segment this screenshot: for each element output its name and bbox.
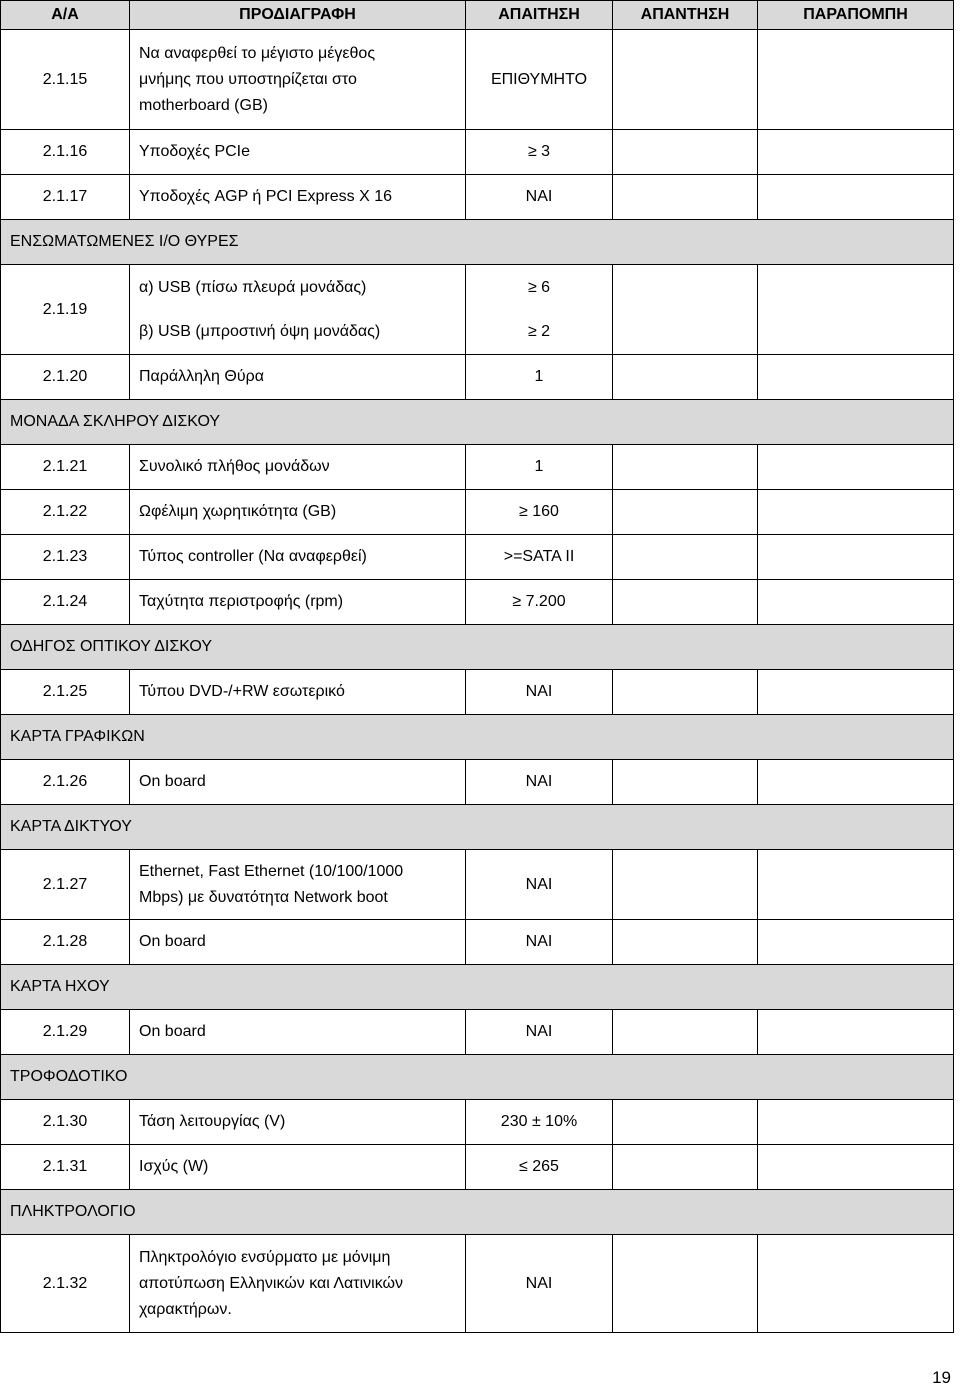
row-number: 2.1.28 bbox=[1, 920, 130, 965]
table-row bbox=[1, 850, 954, 920]
answer-cell bbox=[613, 760, 758, 805]
row-spec bbox=[130, 30, 466, 130]
table-row bbox=[1, 490, 954, 535]
reference-cell bbox=[758, 670, 954, 715]
row-spec: Τύπος controller (Να αναφερθεί) bbox=[130, 535, 466, 580]
spec-line: μνήμης που υποστηρίζεται στο bbox=[139, 70, 357, 88]
spec-line: α) USB (πίσω πλευρά μονάδας) bbox=[139, 278, 367, 296]
spec-line: χαρακτήρων. bbox=[139, 1300, 232, 1318]
row-spec: On board bbox=[130, 760, 466, 805]
row-requirement: 230 ± 10% bbox=[466, 1100, 613, 1145]
row-requirement: ΝΑΙ bbox=[466, 920, 613, 965]
section-title: ΕΝΣΩΜΑΤΩΜΕΝΕΣ Ι/Ο ΘΥΡΕΣ bbox=[1, 220, 954, 265]
spec-line: Να αναφερθεί το μέγιστο μέγεθος bbox=[139, 44, 376, 62]
row-requirement: ≥ 3 bbox=[466, 130, 613, 175]
answer-cell bbox=[613, 1145, 758, 1190]
section-title: ΚΑΡΤΑ ΗΧΟΥ bbox=[1, 965, 954, 1010]
table-row bbox=[1, 670, 954, 715]
table-row bbox=[1, 1010, 954, 1055]
row-number: 2.1.27 bbox=[1, 850, 130, 920]
requirement-line: ≥ 6 bbox=[527, 278, 551, 296]
row-spec: Υποδοχές PCIe bbox=[130, 130, 466, 175]
section-row bbox=[1, 625, 954, 670]
header-requirement: ΑΠΑΙΤΗΣΗ bbox=[466, 1, 613, 30]
spec-line: β) USB (μπροστινή όψη μονάδας) bbox=[139, 322, 381, 340]
reference-cell bbox=[758, 1145, 954, 1190]
row-requirement: ≤ 265 bbox=[466, 1145, 613, 1190]
row-number: 2.1.20 bbox=[1, 355, 130, 400]
table-row bbox=[1, 355, 954, 400]
answer-cell bbox=[613, 1100, 758, 1145]
reference-cell bbox=[758, 130, 954, 175]
requirement-line: ≥ 2 bbox=[527, 322, 551, 340]
row-spec bbox=[130, 265, 466, 355]
row-requirement: ≥ 7.200 bbox=[466, 580, 613, 625]
table-row bbox=[1, 760, 954, 805]
section-row bbox=[1, 220, 954, 265]
table-row bbox=[1, 445, 954, 490]
table-row bbox=[1, 265, 954, 355]
page-number: 19 bbox=[932, 1368, 951, 1387]
section-title: ΟΔΗΓΟΣ ΟΠΤΙΚΟΥ ΔΙΣΚΟΥ bbox=[1, 625, 954, 670]
row-spec: On board bbox=[130, 1010, 466, 1055]
section-title: ΤΡΟΦΟΔΟΤΙΚΟ bbox=[1, 1055, 954, 1100]
section-title: ΠΛΗΚΤΡΟΛΟΓΙΟ bbox=[1, 1190, 954, 1235]
reference-cell bbox=[758, 175, 954, 220]
answer-cell bbox=[613, 130, 758, 175]
reference-cell bbox=[758, 490, 954, 535]
spec-line: Mbps) με δυνατότητα Network boot bbox=[139, 888, 388, 906]
spec-line: Πληκτρολόγιο ενσύρματο με μόνιμη bbox=[139, 1248, 391, 1266]
reference-cell bbox=[758, 265, 954, 355]
row-number: 2.1.30 bbox=[1, 1100, 130, 1145]
table-row bbox=[1, 1100, 954, 1145]
row-requirement: ΝΑΙ bbox=[466, 850, 613, 920]
row-requirement: >=SATA II bbox=[466, 535, 613, 580]
header-reference: ΠΑΡΑΠΟΜΠΗ bbox=[758, 1, 954, 30]
row-number: 2.1.29 bbox=[1, 1010, 130, 1055]
table-row bbox=[1, 30, 954, 130]
row-requirement bbox=[466, 265, 613, 355]
answer-cell bbox=[613, 1235, 758, 1333]
row-requirement: ΝΑΙ bbox=[466, 760, 613, 805]
reference-cell bbox=[758, 1100, 954, 1145]
section-row bbox=[1, 965, 954, 1010]
row-number: 2.1.32 bbox=[1, 1235, 130, 1333]
row-number: 2.1.23 bbox=[1, 535, 130, 580]
row-number: 2.1.15 bbox=[1, 30, 130, 130]
section-title: ΚΑΡΤΑ ΓΡΑΦΙΚΩΝ bbox=[1, 715, 954, 760]
row-requirement: 1 bbox=[466, 355, 613, 400]
spec-line: αποτύπωση Ελληνικών και Λατινικών bbox=[139, 1274, 404, 1292]
row-spec: Συνολικό πλήθος μονάδων bbox=[130, 445, 466, 490]
row-spec: Τάση λειτουργίας (V) bbox=[130, 1100, 466, 1145]
row-number: 2.1.21 bbox=[1, 445, 130, 490]
section-title: ΚΑΡΤΑ ΔΙΚΤΥΟΥ bbox=[1, 805, 954, 850]
table-row bbox=[1, 1145, 954, 1190]
table-row bbox=[1, 130, 954, 175]
spec-line: Ethernet, Fast Ethernet (10/100/1000 bbox=[139, 862, 404, 880]
reference-cell bbox=[758, 355, 954, 400]
row-spec: On board bbox=[130, 920, 466, 965]
row-number: 2.1.19 bbox=[1, 265, 130, 355]
row-number: 2.1.31 bbox=[1, 1145, 130, 1190]
reference-cell bbox=[758, 850, 954, 920]
row-number: 2.1.16 bbox=[1, 130, 130, 175]
answer-cell bbox=[613, 535, 758, 580]
reference-cell bbox=[758, 1010, 954, 1055]
answer-cell bbox=[613, 670, 758, 715]
answer-cell bbox=[613, 580, 758, 625]
section-row bbox=[1, 1055, 954, 1100]
answer-cell bbox=[613, 265, 758, 355]
row-spec: Παράλληλη Θύρα bbox=[130, 355, 466, 400]
row-spec: Ωφέλιμη χωρητικότητα (GB) bbox=[130, 490, 466, 535]
row-spec bbox=[130, 850, 466, 920]
reference-cell bbox=[758, 580, 954, 625]
row-number: 2.1.24 bbox=[1, 580, 130, 625]
answer-cell bbox=[613, 920, 758, 965]
header-aa: Α/Α bbox=[1, 1, 130, 30]
answer-cell bbox=[613, 30, 758, 130]
table-row bbox=[1, 535, 954, 580]
answer-cell bbox=[613, 490, 758, 535]
row-number: 2.1.26 bbox=[1, 760, 130, 805]
table-row bbox=[1, 920, 954, 965]
answer-cell bbox=[613, 1010, 758, 1055]
row-requirement: ΝΑΙ bbox=[466, 1235, 613, 1333]
reference-cell bbox=[758, 920, 954, 965]
header-answer: ΑΠΑΝΤΗΣΗ bbox=[613, 1, 758, 30]
reference-cell bbox=[758, 535, 954, 580]
section-row bbox=[1, 805, 954, 850]
row-number: 2.1.17 bbox=[1, 175, 130, 220]
table-header-row bbox=[1, 1, 954, 30]
section-row bbox=[1, 400, 954, 445]
row-requirement: ΕΠΙΘΥΜΗΤΟ bbox=[466, 30, 613, 130]
answer-cell bbox=[613, 175, 758, 220]
row-requirement: ΝΑΙ bbox=[466, 670, 613, 715]
table-row bbox=[1, 580, 954, 625]
section-row bbox=[1, 715, 954, 760]
reference-cell bbox=[758, 30, 954, 130]
row-spec: Τύπου DVD-/+RW εσωτερικό bbox=[130, 670, 466, 715]
reference-cell bbox=[758, 1235, 954, 1333]
row-requirement: 1 bbox=[466, 445, 613, 490]
answer-cell bbox=[613, 355, 758, 400]
table-row bbox=[1, 175, 954, 220]
header-spec: ΠΡΟΔΙΑΓΡΑΦΗ bbox=[130, 1, 466, 30]
row-requirement: ≥ 160 bbox=[466, 490, 613, 535]
answer-cell bbox=[613, 850, 758, 920]
section-title: ΜΟΝΑΔΑ ΣΚΛΗΡΟΥ ΔΙΣΚΟΥ bbox=[1, 400, 954, 445]
row-spec: Υποδοχές AGP ή PCI Express X 16 bbox=[130, 175, 466, 220]
section-row bbox=[1, 1190, 954, 1235]
row-number: 2.1.25 bbox=[1, 670, 130, 715]
row-requirement: ΝΑΙ bbox=[466, 1010, 613, 1055]
row-spec: Ισχύς (W) bbox=[130, 1145, 466, 1190]
row-requirement: ΝΑΙ bbox=[466, 175, 613, 220]
spec-line: motherboard (GB) bbox=[139, 96, 268, 114]
row-number: 2.1.22 bbox=[1, 490, 130, 535]
reference-cell bbox=[758, 760, 954, 805]
answer-cell bbox=[613, 445, 758, 490]
row-spec: Ταχύτητα περιστροφής (rpm) bbox=[130, 580, 466, 625]
table-row bbox=[1, 1235, 954, 1333]
row-spec bbox=[130, 1235, 466, 1333]
reference-cell bbox=[758, 445, 954, 490]
